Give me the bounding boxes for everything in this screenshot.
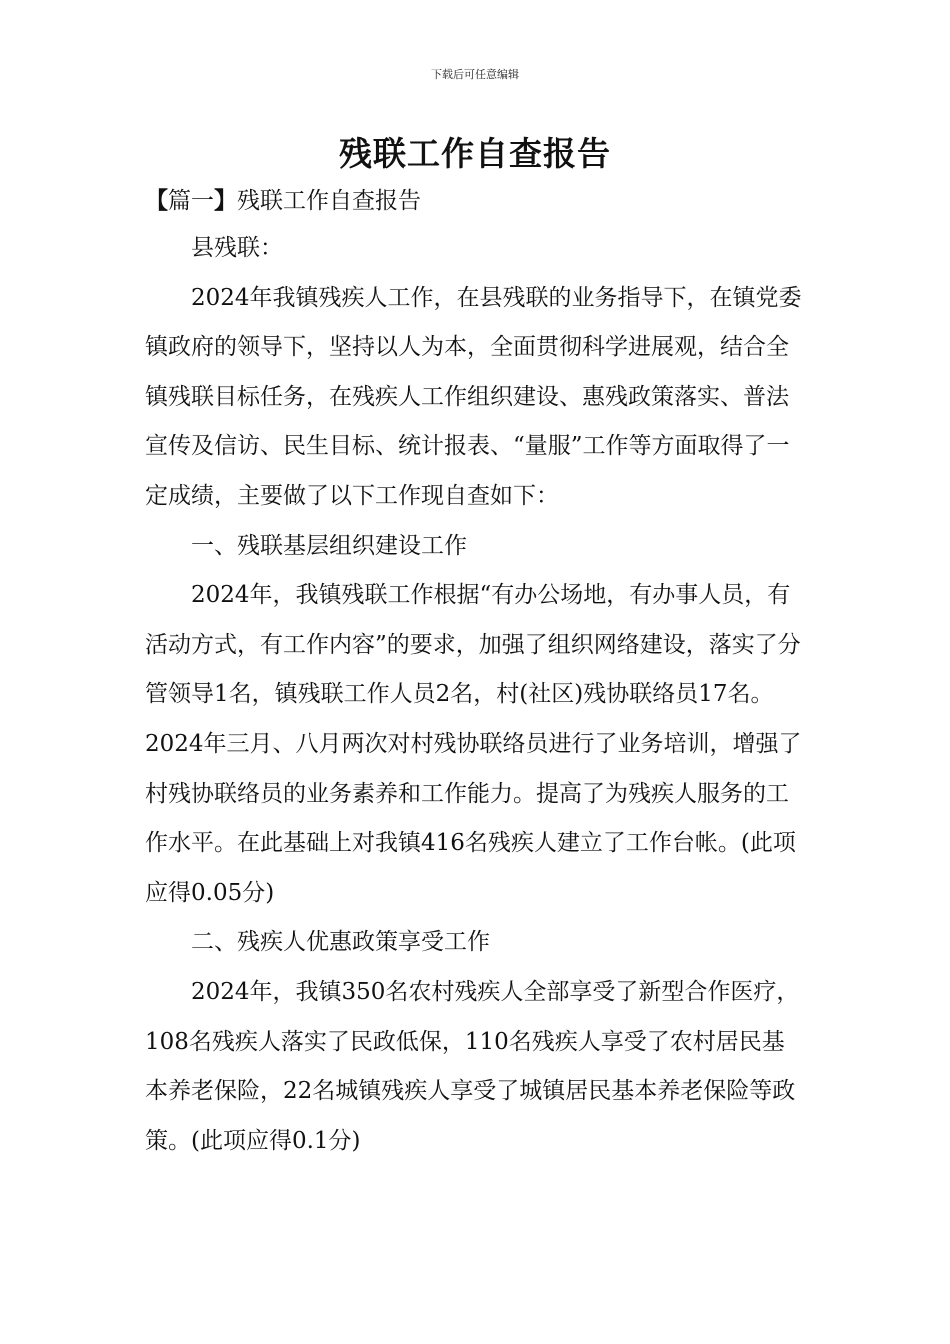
article-tag-close: 】 (214, 188, 237, 214)
section-heading-2: 二、残疾人优惠政策享受工作 (191, 929, 490, 956)
article-tag-label: 篇一 (168, 188, 214, 214)
paragraph-section-2: 2024年，我镇350名农村残疾人全部享受了新型合作医疗，108名残疾人落实了民政低保，110名残疾人享受了农村居民基本养老保险，22名城镇残疾人享受了城镇居民基本养老保险等政策。(此项应得0.1分) (145, 978, 800, 1154)
document-title: 残联工作自查报告 (339, 134, 611, 173)
section-heading-1: 一、残联基层组织建设工作 (191, 532, 467, 559)
salutation: 县残联： (191, 235, 283, 261)
document-body (145, 224, 805, 1166)
article-heading (145, 182, 421, 215)
header-note: 下载后可任意编辑 (431, 68, 519, 81)
article-heading-text: 残联工作自查报告 (237, 188, 421, 214)
paragraph-intro: 2024年我镇残疾人工作，在县残联的业务指导下，在镇党委镇政府的领导下，坚持以人为本，全面贯彻科学进展观，结合全镇残联目标任务，在残疾人工作组织建设、惠残政策落实、普法宣传及信访、民生目标、统计报表、“量服”工作等方面取得了一定成绩，主要做了以下工作现自查如下： (145, 284, 802, 509)
paragraph-section-1: 2024年，我镇残联工作根据“有办公场地，有办事人员，有活动方式，有工作内容”的要求，加强了组织网络建设，落实了分管领导1名，镇残联工作人员2名，村(社区)残协联络员17名。2024年三月、八月两次对村残协联络员进行了业务培训，增强了村残协联络员的业务素养和工作能力。提高了为残疾人服务的工作水平。在此基础上对我镇416名残疾人建立了工作台帐。(此项应得0.05分) (145, 582, 802, 906)
article-tag-open: 【 (145, 188, 168, 214)
